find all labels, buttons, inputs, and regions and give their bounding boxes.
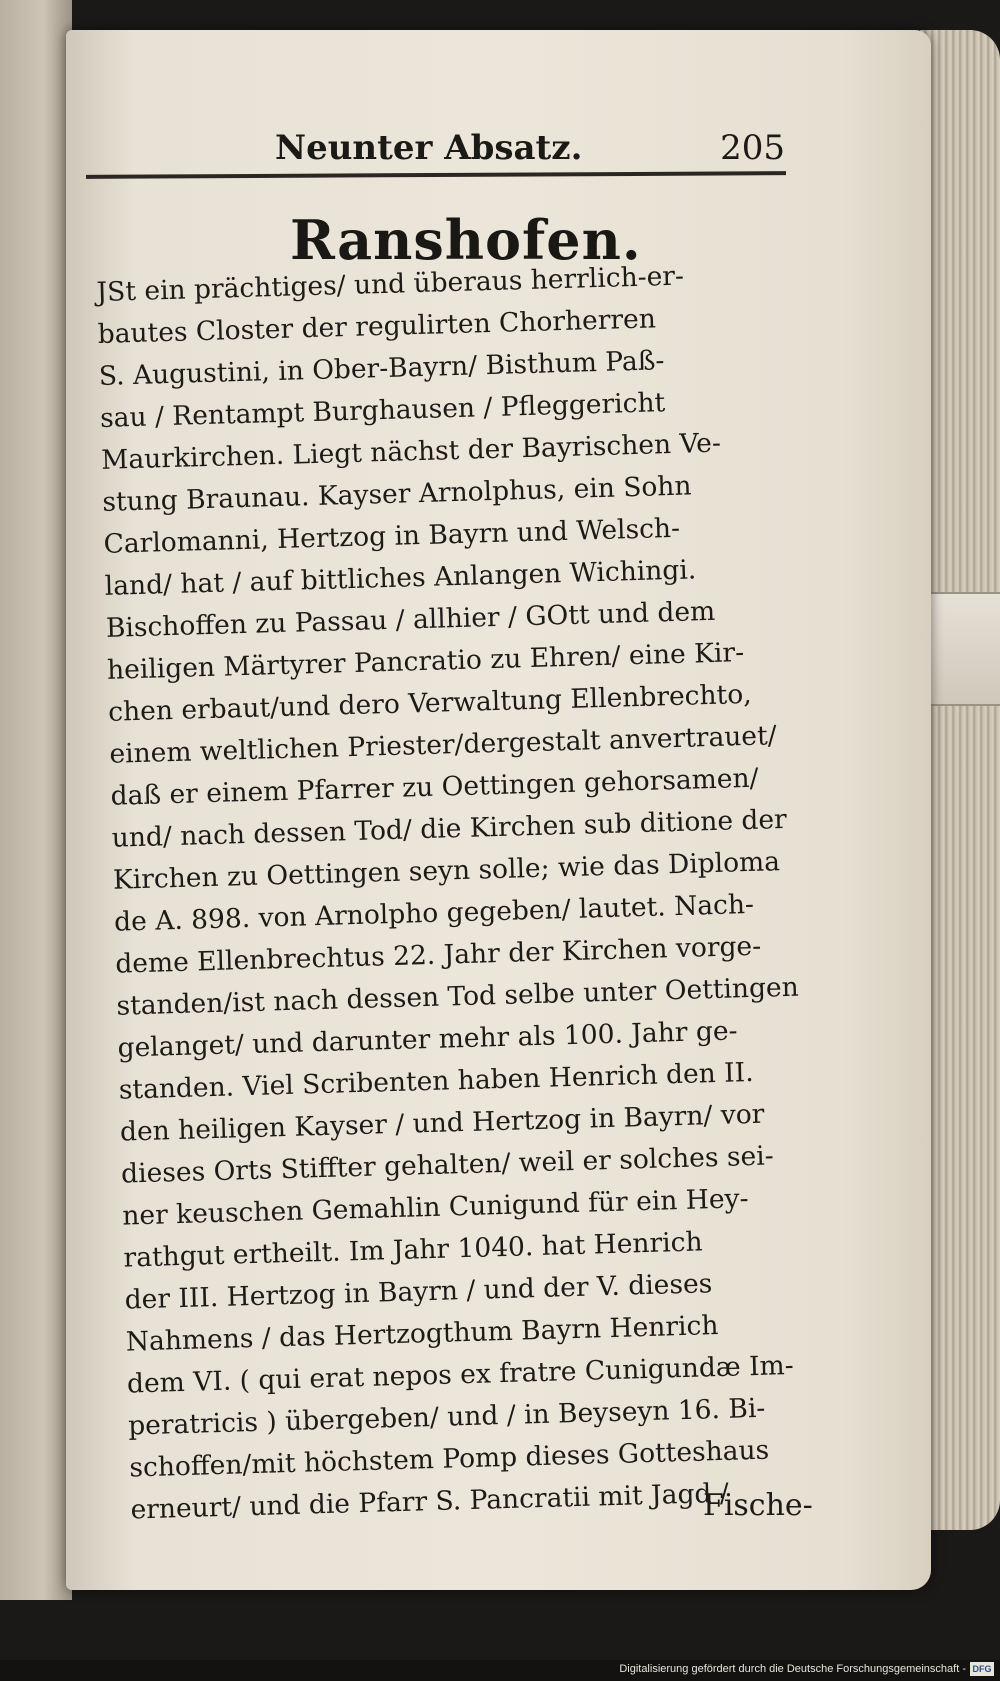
text-line: Maurkirchen. Liegt nächst der Bayrischen Ve- <box>100 427 722 476</box>
text-line: dieses Orts Stiffter gehalten/ weil er solches sei- <box>120 1140 775 1190</box>
text-line: ner keuschen Gemahlin Cunigund für ein Hey- <box>121 1183 749 1232</box>
page-edges <box>920 30 1000 1530</box>
text-line: standen. Viel Scribenten haben Henrich den II. <box>118 1056 754 1106</box>
text-line: standen/ist nach dessen Tod selbe unter Oettingen <box>116 971 800 1022</box>
text-line: S. Augustini, in Ober-Bayrn/ Bisthum Paß- <box>98 345 665 392</box>
running-title: Neunter Absatz. <box>275 128 583 168</box>
text-line: JSt ein prächtiges/ und überaus herrlich-er- <box>96 260 685 308</box>
text-line: Kirchen zu Oettingen seyn solle; wie das Diploma <box>112 846 781 896</box>
text-line: land/ hat / auf bittliches Anlangen Wichingi. <box>104 554 697 602</box>
text-line: einem weltlichen Priester/dergestalt anvertrauet/ <box>109 720 778 770</box>
dfg-logo: DFG <box>970 1662 994 1676</box>
text-line: bautes Closter der regulirten Chorherren <box>97 303 657 350</box>
text-line: chen erbaut/und dero Verwaltung Ellenbrechto, <box>107 678 753 728</box>
text-line: stung Braunau. Kayser Arnolphus, ein Sohn <box>102 470 692 518</box>
funding-credit: Digitalisierung gefördert durch die Deutsche Forschungsgemeinschaft - <box>619 1663 966 1675</box>
text-line: daß er einem Pfarrer zu Oettingen gehorsamen/ <box>110 762 759 812</box>
text-line: gelanget/ und darunter mehr als 100. Jahr ge- <box>117 1015 738 1064</box>
text-line: den heiligen Kayser / und Hertzog in Bayrn/ vor <box>119 1098 765 1148</box>
text-line: peratricis ) übergeben/ und / in Beyseyn 16. Bi- <box>127 1392 766 1442</box>
left-page-edge <box>0 0 72 1600</box>
running-header <box>95 128 785 178</box>
text-line: Bischoffen zu Passau / allhier / GOtt und dem <box>105 595 716 644</box>
text-line: Carlomanni, Hertzog in Bayrn und Welsch- <box>103 512 681 560</box>
section-heading: Ranshofen. <box>290 208 642 272</box>
catchword: Fische- <box>703 1488 813 1523</box>
text-line: sau / Rentampt Burghausen / Pfleggericht <box>99 387 666 434</box>
text-line: schoffen/mit höchstem Pomp dieses Gotteshaus <box>128 1434 770 1484</box>
text-line: erneurt/ und die Pfarr S. Pancratii mit Jagd / <box>130 1477 730 1526</box>
text-line: rathgut ertheilt. Im Jahr 1040. hat Henrich <box>123 1226 703 1274</box>
text-line: und/ nach dessen Tod/ die Kirchen sub ditione der <box>111 803 788 854</box>
body-text <box>96 252 831 1531</box>
text-line: der III. Hertzog in Bayrn / und der V. dieses <box>124 1268 713 1316</box>
text-line: de A. 898. von Arnolpho gegeben/ lautet. Nach- <box>113 888 755 938</box>
page-number: 205 <box>720 128 785 168</box>
text-line: Nahmens / das Hertzogthum Bayrn Henrich <box>125 1310 719 1358</box>
text-line: deme Ellenbrechtus 22. Jahr der Kirchen vorge- <box>114 930 762 980</box>
text-line: dem VI. ( qui erat nepos ex fratre Cunigundæ Im- <box>126 1349 795 1400</box>
text-line: heiligen Märtyrer Pancratio zu Ehren/ eine Kir- <box>106 637 745 686</box>
